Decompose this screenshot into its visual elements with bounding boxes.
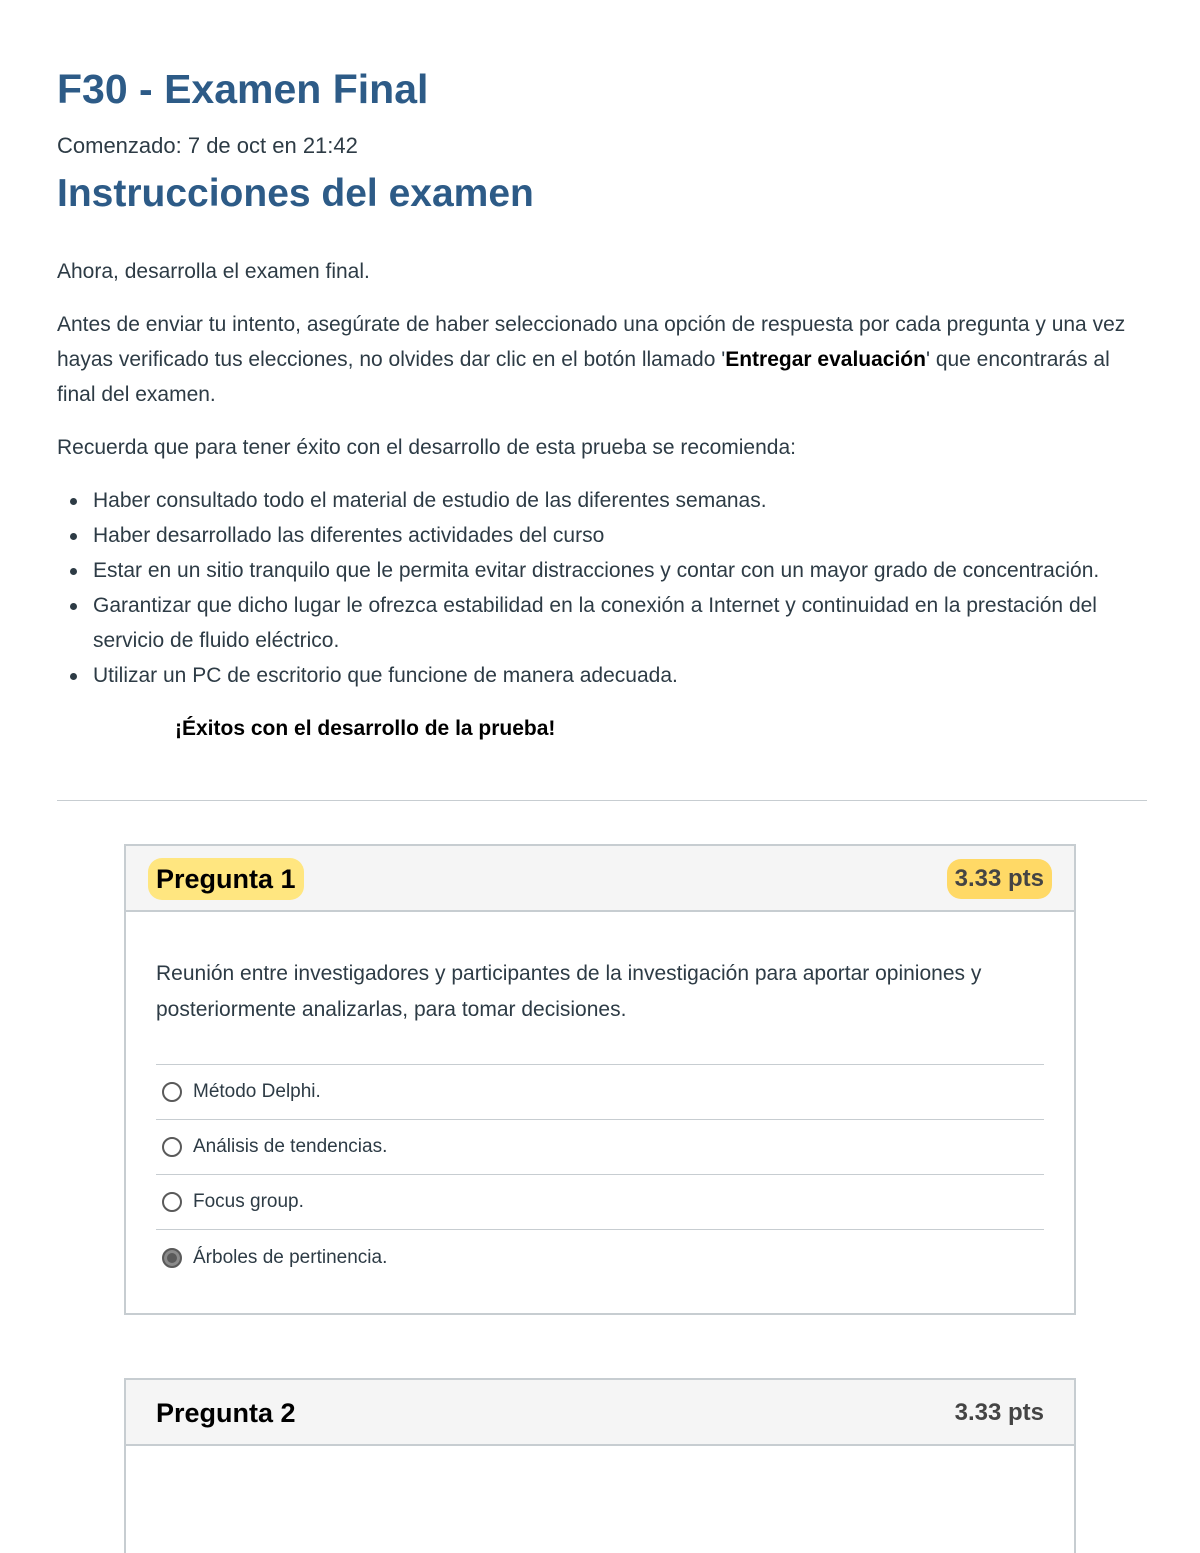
bullet-icon xyxy=(70,603,77,610)
radio-unchecked-icon[interactable] xyxy=(162,1137,182,1157)
list-item xyxy=(93,553,1147,588)
answer-label: Método Delphi. xyxy=(193,1081,321,1102)
answer-option[interactable] xyxy=(156,1175,1044,1230)
instructions-paragraph-1: Ahora, desarrolla el examen final. xyxy=(57,260,370,283)
answer-option-selected[interactable] xyxy=(156,1230,1044,1285)
question-header xyxy=(126,846,1074,912)
radio-checked-icon[interactable] xyxy=(162,1248,182,1268)
question-body xyxy=(126,912,1074,1285)
quiz-page xyxy=(57,60,1147,746)
list-item-text: Utilizar un PC de escritorio que funcione de manera adecuada. xyxy=(93,664,678,687)
list-item-text: Estar en un sitio tranquilo que le permita evitar distracciones y contar con un mayor grado de concentración. xyxy=(93,559,1100,582)
answer-list xyxy=(156,1064,1044,1285)
bullet-icon xyxy=(70,673,77,680)
list-item-text: Garantizar que dicho lugar le ofrezca estabilidad en la conexión a Internet y continuidad en la prestación del servicio de fluido eléctrico. xyxy=(93,594,1097,652)
question-title: Pregunta 1 xyxy=(148,858,304,900)
list-item xyxy=(93,588,1147,658)
quiz-started-time: Comenzado: 7 de oct en 21:42 xyxy=(57,133,358,158)
instructions-paragraph-2 xyxy=(57,307,1147,412)
list-item xyxy=(93,483,1147,518)
question-1 xyxy=(124,844,1076,1315)
bullet-icon xyxy=(70,568,77,575)
question-header xyxy=(126,1380,1074,1446)
answer-option[interactable] xyxy=(156,1120,1044,1175)
question-title: Pregunta 2 xyxy=(156,1398,296,1428)
answer-label: Focus group. xyxy=(193,1191,304,1212)
instructions-p2-end: ' que encontrarás al final del examen. xyxy=(57,348,1110,406)
answer-option[interactable] xyxy=(156,1065,1044,1120)
question-text: Reunión entre investigadores y participantes de la investigación para aportar opiniones y posteriormente analizarlas, para tomar decisiones. xyxy=(156,962,982,1021)
radio-unchecked-icon[interactable] xyxy=(162,1192,182,1212)
question-points: 3.33 pts xyxy=(954,1399,1044,1426)
list-item xyxy=(93,658,1147,693)
list-item-text: Haber desarrollado las diferentes actividades del curso xyxy=(93,524,605,547)
answer-label: Análisis de tendencias. xyxy=(193,1136,388,1157)
instructions-paragraph-3: Recuerda que para tener éxito con el desarrollo de esta prueba se recomienda: xyxy=(57,436,796,459)
section-divider xyxy=(57,800,1147,801)
list-item xyxy=(93,518,1147,553)
closing-message: ¡Éxitos con el desarrollo de la prueba! xyxy=(175,717,556,740)
submit-button-reference: Entregar evaluación xyxy=(725,348,926,371)
list-item-text: Haber consultado todo el material de estudio de las diferentes semanas. xyxy=(93,489,767,512)
recommendations-list xyxy=(57,483,1147,693)
radio-unchecked-icon[interactable] xyxy=(162,1082,182,1102)
bullet-icon xyxy=(70,498,77,505)
answer-label: Árboles de pertinencia. xyxy=(193,1246,388,1268)
instructions-p2-start: Antes de enviar tu intento, asegúrate de haber seleccionado una opción de respuesta por cada pregunta y una vez hayas verificado tus elecciones, no olvides dar clic en el botón llamado ' xyxy=(57,313,1126,371)
question-2 xyxy=(124,1378,1076,1553)
instructions-title: Instrucciones del examen xyxy=(57,172,534,215)
quiz-title: F30 - Examen Final xyxy=(57,66,429,112)
bullet-icon xyxy=(70,533,77,540)
question-points: 3.33 pts xyxy=(947,859,1052,899)
instructions-body xyxy=(57,254,1147,746)
